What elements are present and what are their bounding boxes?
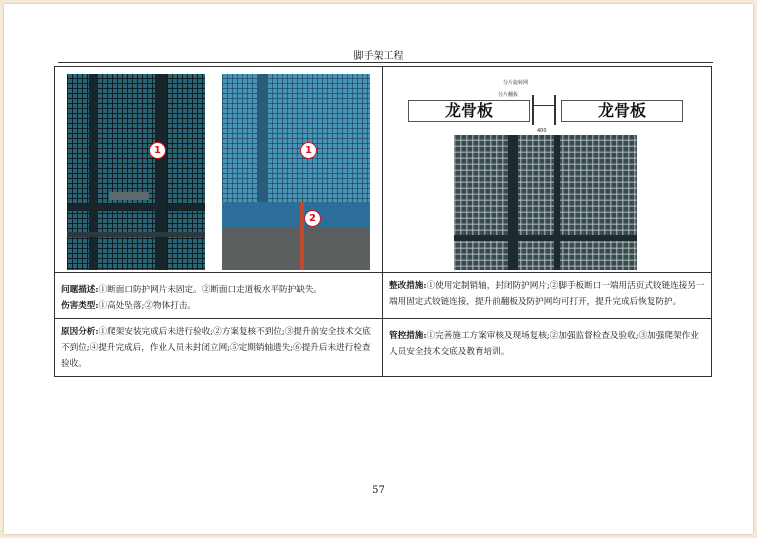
keel-board-right: 龙骨板: [561, 100, 683, 122]
hinge-gap: [530, 95, 560, 134]
cause-cell: [55, 319, 383, 377]
marker-1-left: 1: [149, 142, 166, 159]
problem-cell: [55, 273, 383, 319]
inspection-table: [54, 66, 712, 377]
harm-text: ①高处坠落;②物体打击。: [98, 301, 196, 311]
problem-text: ①断面口防护网片未固定。②断面口走道板水平防护缺失。: [98, 285, 323, 295]
control-label: 管控措施:: [389, 331, 427, 341]
header-rule: [58, 62, 713, 63]
control-text: ①完善施工方案审核及现场复核;②加强监督检查及验收;③加强爬架作业人员安全技术交底及教育培训。: [389, 331, 699, 357]
harm-label: 伤害类型:: [61, 301, 99, 311]
site-photo-left: [67, 74, 205, 270]
fix-label: 整改措施:: [389, 281, 427, 291]
problem-label: 问题描述:: [61, 285, 99, 295]
running-header: 脚手架工程: [353, 51, 404, 62]
fix-text: ①使用定制销轴，封闭防护网片;②脚手板断口一端用活页式铰链连接另一端用固定式铰链连接，提升前翻板及防护网均可打开，提升完成后恢复防护。: [389, 281, 705, 307]
diagram-top-label: 分片旋转网: [503, 80, 529, 86]
fix-cell: [383, 273, 712, 319]
marker-1-middle: 1: [300, 142, 317, 159]
marker-2-middle: 2: [304, 210, 321, 227]
document-page: [4, 4, 753, 534]
site-photo-middle: [222, 74, 370, 270]
site-photo-right: [454, 135, 637, 270]
diagram-left-label: 分片翻板: [498, 92, 519, 98]
remedy-photos-cell: [383, 67, 712, 273]
problem-photos-cell: [55, 67, 383, 273]
control-cell: [383, 319, 712, 377]
cause-label: 原因分析:: [61, 327, 99, 337]
cause-text: ①爬架安装完成后未进行验收;②方案复核不到位;③提升前安全技术交底不到位;④提升完成后，作业人员未封闭立网;⑤定期销轴遗失;⑥提升后未进行检查验收。: [61, 327, 371, 369]
gap-dimension: 400: [537, 128, 547, 134]
page-number: 57: [372, 485, 385, 496]
keel-board-left: 龙骨板: [408, 100, 530, 122]
